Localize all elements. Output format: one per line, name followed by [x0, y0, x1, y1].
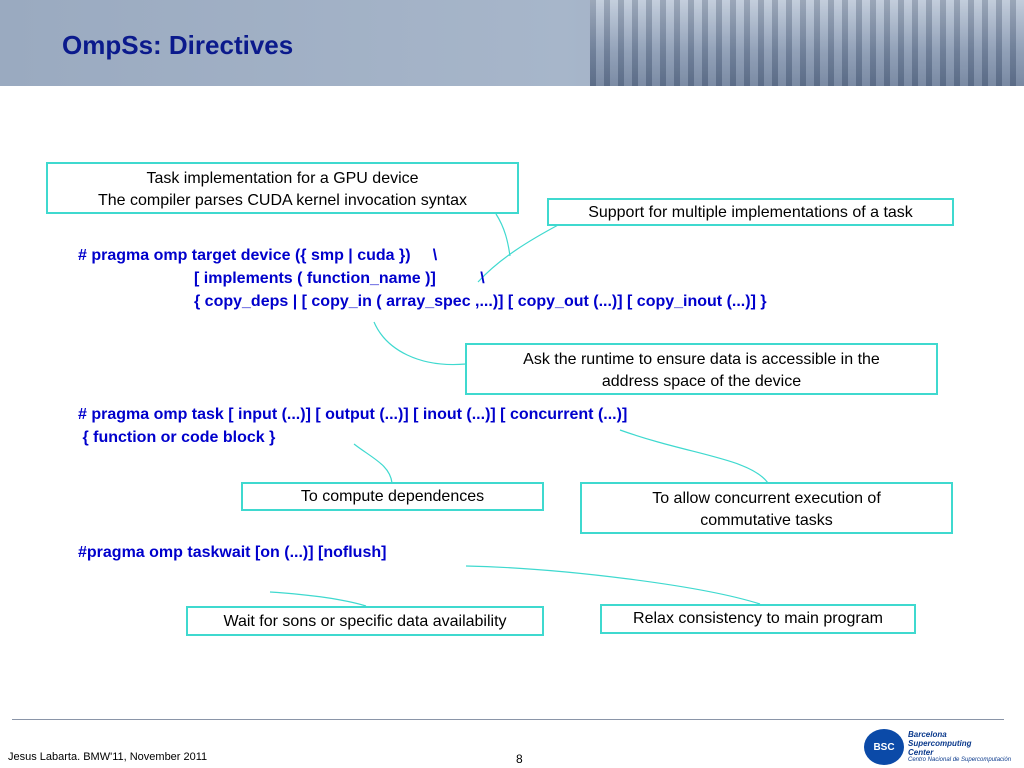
annotation-concurrent-line1: To allow concurrent execution of [652, 490, 881, 507]
annotation-data-access-line2: address space of the device [601, 373, 802, 390]
arrow-relax [466, 566, 760, 604]
annotation-wait-sons-text: Wait for sons or specific data availability [223, 613, 507, 630]
code-taskwait: #pragma omp taskwait [on (...)] [noflush] [78, 544, 387, 561]
bsc-logo-icon [864, 729, 904, 765]
annotation-gpu-impl-line1: Task implementation for a GPU device [146, 170, 419, 187]
bsc-logo-name-line3: Center [908, 748, 934, 757]
annotation-data-access-line1: Ask the runtime to ensure data is accessible in the [523, 351, 880, 368]
arrow-compute-deps [354, 444, 392, 483]
arrow-concurrent [620, 430, 768, 483]
annotation-multiple-impl [547, 198, 954, 226]
footer-divider [12, 719, 1004, 720]
annotation-concurrent [580, 482, 953, 534]
annotation-concurrent-line2: commutative tasks [700, 512, 833, 529]
bsc-logo-subtitle: Centro Nacional de Supercomputación [908, 757, 1012, 763]
bsc-logo-name [908, 730, 972, 757]
footer-author: Jesus Labarta. BMW'11, November 2011 [8, 751, 208, 763]
annotation-compute-deps [241, 482, 544, 511]
annotation-relax [600, 604, 916, 634]
arrow-wait-sons [270, 592, 366, 606]
annotation-wait-sons [186, 606, 544, 636]
annotation-compute-deps-text: To compute dependences [300, 488, 485, 505]
annotation-multiple-impl-text: Support for multiple implementations of a task [588, 204, 913, 221]
annotation-gpu-impl [46, 162, 519, 214]
bsc-logo-name-line2: Supercomputing [908, 739, 972, 748]
page-number: 8 [516, 752, 523, 766]
annotation-relax-text: Relax consistency to main program [633, 610, 883, 627]
code-task-line2: { function or code block } [78, 429, 276, 446]
arrow-gpu-impl [496, 214, 510, 256]
code-target-line3: { copy_deps | [ copy_in ( array_spec ,...)] [ copy_out (...)] [ copy_inout (...)] } [194, 293, 767, 310]
page-title: OmpSs: Directives [62, 30, 294, 60]
code-target-line2: [ implements ( function_name )] \ [194, 270, 485, 287]
code-task-line1: # pragma omp task [ input (...)] [ output (...)] [ inout (...)] [ concurrent (...)] [78, 406, 628, 423]
arrow-data-access [374, 322, 466, 365]
bsc-logo-mark: BSC [873, 741, 895, 753]
bsc-logo-name-line1: Barcelona [908, 730, 947, 739]
arrow-multiple-impl [478, 224, 560, 282]
annotation-gpu-impl-line2: The compiler parses CUDA kernel invocation syntax [97, 192, 468, 209]
code-target-line1: # pragma omp target device ({ smp | cuda }) \ [78, 247, 438, 264]
annotation-data-access [465, 343, 938, 395]
